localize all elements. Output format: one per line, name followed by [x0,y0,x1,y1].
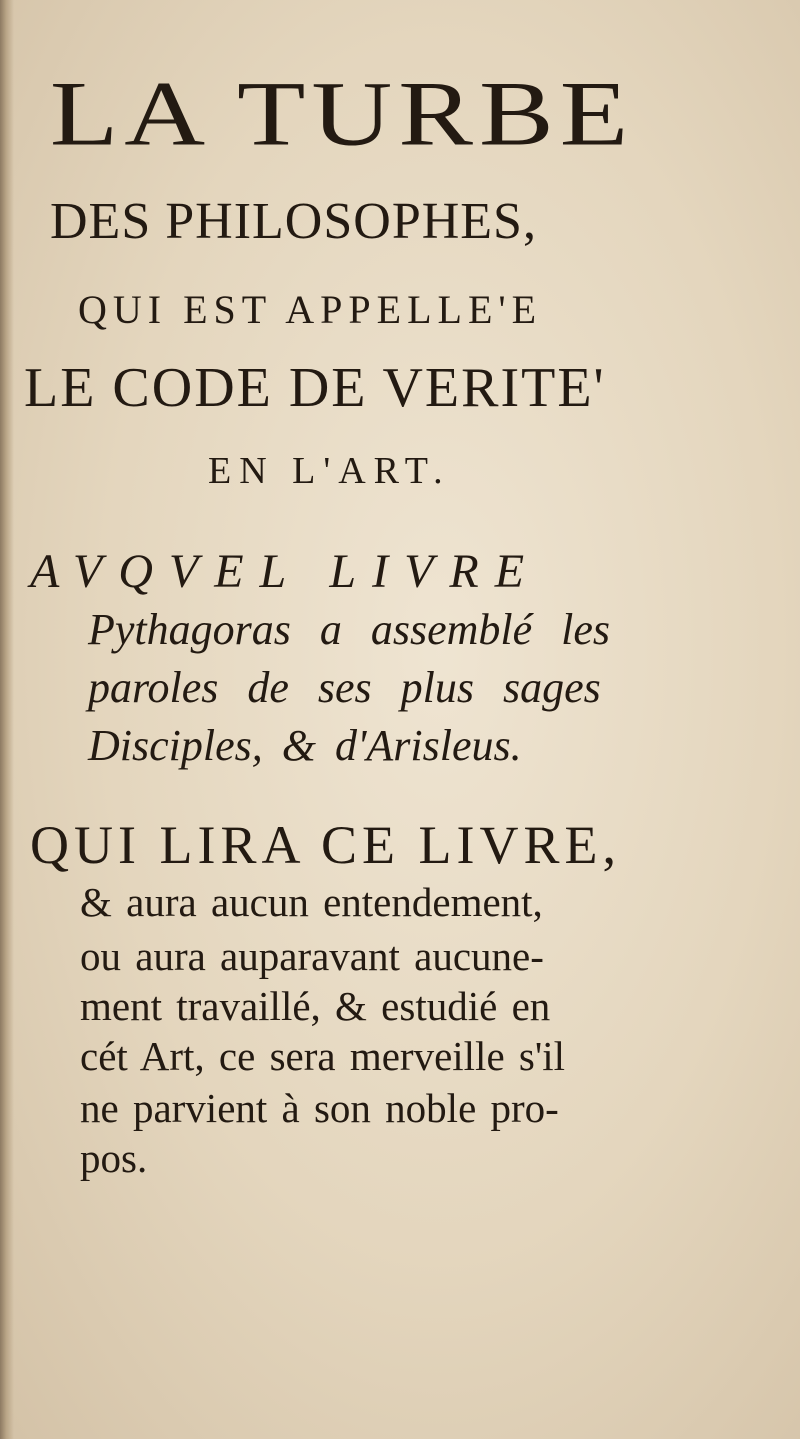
body-line-3: ou aura auparavant aucune- [80,933,544,979]
subtitle-line-4: Disciples, & d'Arisleus. [88,721,522,770]
subtitle-line-1: AVQVEL LIVRE [30,545,541,598]
body-line-2: & aura aucun entendement, [80,879,543,925]
subtitle-line-3: paroles de ses plus sages [88,663,601,712]
page-gutter [0,0,14,1439]
title-line-1: LA TURBE [49,63,635,165]
title-line-4: LE CODE DE VERITE' [24,357,606,419]
title-line-3: QUI EST APPELLE'E [78,287,543,332]
body-line-6: ne parvient à son noble pro- [80,1085,559,1131]
body-line-1: QUI LIRA CE LIVRE, [30,815,621,875]
body-line-5: cét Art, ce sera merveille s'il [80,1033,566,1079]
body-line-4: ment travaillé, & estudié en [80,983,551,1029]
subtitle-line-2: Pythagoras a assemblé les [88,605,611,654]
body-line-7: pos. [80,1135,148,1181]
title-line-2: DES PHILOSOPHES, [50,193,537,250]
title-line-5: EN L'ART. [208,450,451,492]
